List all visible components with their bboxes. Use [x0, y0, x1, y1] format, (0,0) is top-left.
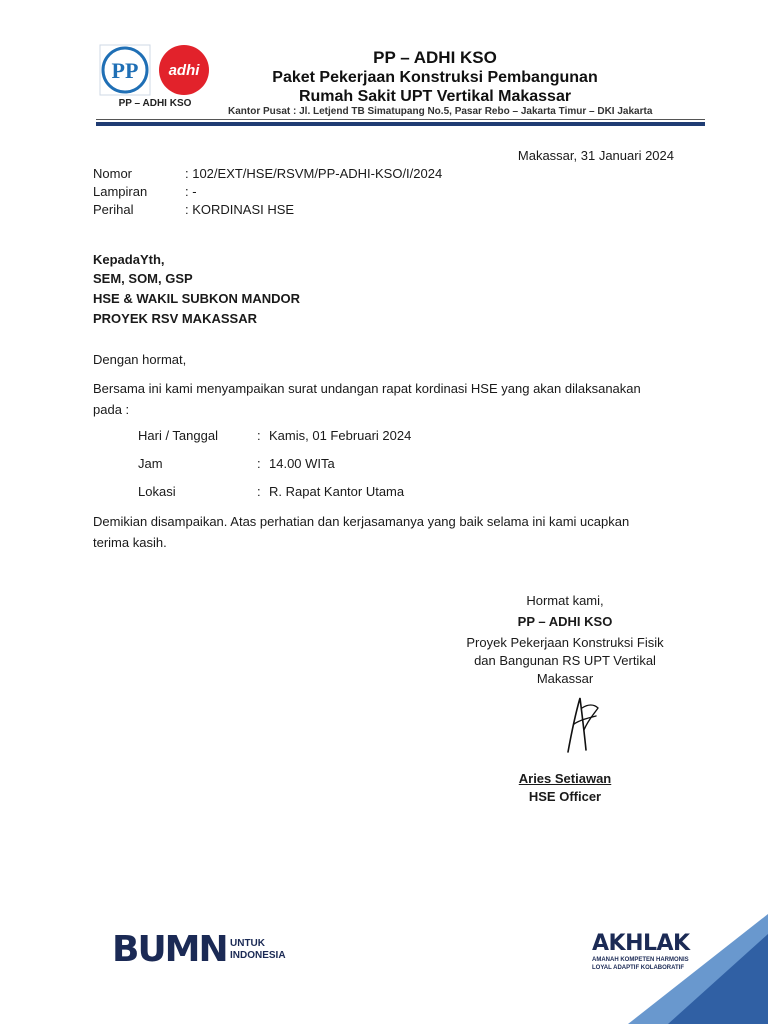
- svg-text:AKHLAK: AKHLAK: [592, 931, 690, 956]
- closing-line: terima kasih.: [93, 535, 167, 550]
- meta-row-nomor: [93, 166, 442, 181]
- signature-company: PP – ADHI KSO: [517, 614, 613, 629]
- detail-label: Jam: [138, 456, 163, 471]
- header-divider-thin: [96, 119, 705, 120]
- intro-line: pada :: [93, 402, 130, 417]
- signature-project-line: Proyek Pekerjaan Konstruksi Fisik: [466, 635, 664, 650]
- detail-label: Lokasi: [138, 484, 176, 499]
- detail-value: 14.00 WITa: [269, 456, 335, 471]
- meta-label: Lampiran: [93, 184, 148, 199]
- recipient-line: SEM, SOM, GSP: [93, 271, 193, 286]
- meta-value: : -: [185, 184, 197, 199]
- svg-text:AMANAH KOMPETEN HARMONIS: AMANAH KOMPETEN HARMONIS: [592, 957, 689, 963]
- signatory-name: Aries Setiawan: [518, 771, 612, 786]
- intro-paragraph: [93, 378, 683, 420]
- greeting: Dengan hormat,: [93, 352, 187, 367]
- meta-row-lampiran: [93, 184, 197, 199]
- meta-value: : 102/EXT/HSE/RSVM/PP-ADHI-KSO/I/2024: [185, 166, 443, 181]
- svg-text:INDONESIA: INDONESIA: [230, 950, 286, 961]
- detail-colon: :: [257, 484, 261, 499]
- intro-line: Bersama ini kami menyampaikan surat undangan rapat kordinasi HSE yang akan dilaksanakan: [93, 381, 641, 396]
- signature-salutation: Hormat kami,: [526, 593, 604, 608]
- letterhead-address: Kantor Pusat : Jl. Letjend TB Simatupang No.5, Pasar Rebo – Jakarta Timur – DKI Jakarta: [228, 106, 653, 117]
- meta-value: : KORDINASI HSE: [185, 202, 295, 217]
- meta-label: Perihal: [93, 202, 134, 217]
- recipient-line: HSE & WAKIL SUBKON MANDOR: [93, 291, 301, 306]
- recipient-line: KepadaYth,: [93, 252, 165, 267]
- letter-date: Makassar, 31 Januari 2024: [517, 148, 674, 163]
- svg-text:adhi: adhi: [168, 62, 200, 79]
- adhi-logo: [156, 44, 212, 96]
- detail-label: Hari / Tanggal: [138, 428, 218, 443]
- handwritten-signature: [560, 690, 608, 760]
- closing-paragraph: [93, 511, 683, 553]
- detail-colon: :: [257, 428, 261, 443]
- detail-value: Kamis, 01 Februari 2024: [269, 428, 412, 443]
- svg-text:PP: PP: [111, 58, 139, 83]
- bumn-logo: [112, 928, 302, 968]
- letterhead-title-line3: Rumah Sakit UPT Vertikal Makassar: [298, 88, 572, 105]
- svg-text:UNTUK: UNTUK: [230, 938, 265, 949]
- svg-text:BUMN: BUMN: [112, 929, 227, 968]
- signature-project-line: dan Bangunan RS UPT Vertikal: [474, 653, 656, 668]
- letterhead-title-line1: PP – ADHI KSO: [373, 48, 497, 67]
- recipient-line: PROYEK RSV MAKASSAR: [93, 311, 257, 326]
- meta-label: Nomor: [93, 166, 133, 181]
- signature-block: [455, 592, 675, 688]
- akhlak-logo: [592, 926, 710, 974]
- closing-line: Demikian disampaikan. Atas perhatian dan kerjasamanya yang baik selama ini kami ucapkan: [93, 514, 630, 529]
- signature-project-line: Makassar: [536, 671, 594, 686]
- letterhead-title-line2: Paket Pekerjaan Konstruksi Pembangunan: [272, 69, 598, 86]
- signatory-position: HSE Officer: [528, 789, 602, 804]
- letterhead-title: [230, 48, 640, 106]
- svg-text:LOYAL ADAPTIF KOLABORATIF: LOYAL ADAPTIF KOLABORATIF: [592, 965, 684, 971]
- detail-colon: :: [257, 456, 261, 471]
- header-divider-thick: [96, 122, 705, 126]
- pp-logo: [99, 44, 151, 96]
- detail-value: R. Rapat Kantor Utama: [269, 484, 405, 499]
- signatory-block: [455, 770, 675, 806]
- meta-row-perihal: [93, 202, 294, 217]
- logo-caption: PP – ADHI KSO: [118, 98, 192, 109]
